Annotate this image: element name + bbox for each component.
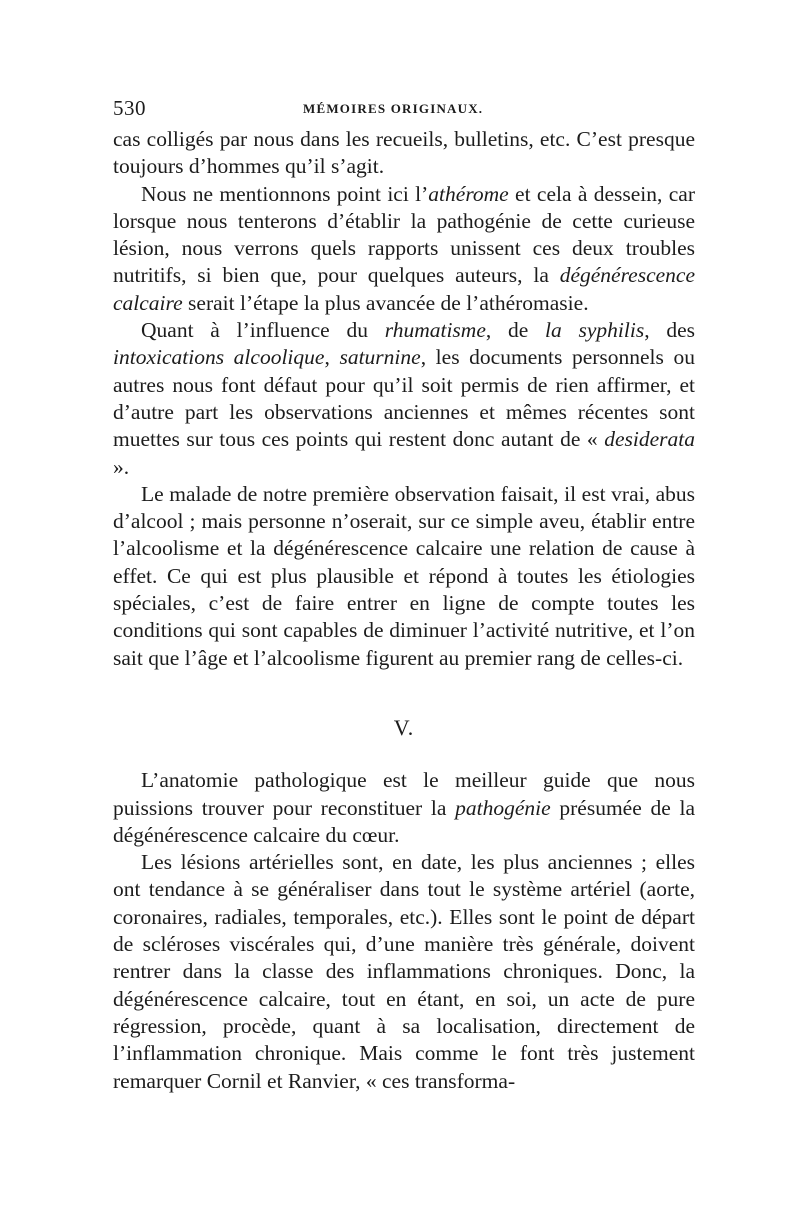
paragraph-4: Le malade de notre première observation faisait, il est vrai, abus d’alcool ; mais personne n’oserait, sur ce simple aveu, établir entre l’alcoolisme et la dégénérescence calcaire une relation de cause à effet. Ce qui est plus plausible et répond à toutes les étiologies spéciales, c’est de faire entrer en ligne de compte toutes les conditions qui sont capables de diminuer l’activité nutritive, et l’on sait que l’âge et l’alcoolisme figurent au premier rang de celles-ci. xyxy=(113,481,695,670)
paragraph-6: Les lésions artérielles sont, en date, les plus anciennes ; elles ont tendance à se généraliser dans tout le système artériel (aorte, coronaires, radiales, temporales, etc.). Elles sont le point de départ de scléroses viscérales qui, d’une manière très générale, doivent rentrer dans la classe des inflammations chroniques. Donc, la dégénérescence calcaire, tout en étant, en soi, un acte de pure régression, procède, quant à sa localisation, directement de l’inflammation chronique. Mais comme le font très justement remarquer Cornil et Ranvier, « ces transforma- xyxy=(113,850,695,1093)
italic-term: intoxications alcoolique xyxy=(113,345,325,370)
text-run: et cela à dessein, car lorsque nous tenterons d’établir la pathogénie de cette curieuse lésion, nous verrons quels rapports unissent ces deux troubles nutritifs, si bien que, pour quelques auteurs, la xyxy=(113,181,695,288)
text-run: Nous ne mentionnons point ici l’ xyxy=(141,181,429,206)
page-number: 530 xyxy=(113,96,146,120)
text-run: , les documents personnels ou autres nous font défaut pour qu’il soit permis de rien affirmer, et d’autre part les observations anciennes et mêmes récentes sont muettes sur tous ces points qui restent donc autant de « xyxy=(113,345,696,452)
section-heading: V. xyxy=(393,714,415,740)
italic-term: athérome xyxy=(428,181,509,206)
italic-term: desiderata xyxy=(604,427,695,452)
italic-term: dégénérescence calcaire xyxy=(113,263,695,315)
text-run: présumée de la dégénérescence calcaire du cœur. xyxy=(113,795,696,847)
text-run: Quant à l’influence du xyxy=(141,318,385,343)
text-run: serait l’étape la plus avancée de l’athéromasie. xyxy=(182,290,589,315)
page-header xyxy=(113,96,695,126)
italic-term: la syphilis xyxy=(545,318,645,343)
text-run: , xyxy=(324,345,340,370)
paragraph-3 xyxy=(113,317,695,481)
text-run: ». xyxy=(113,454,130,479)
paragraph-1: cas colligés par nous dans les recueils, bulletins, etc. C’est presque toujours d’hommes qu’il s’agit. xyxy=(113,127,695,179)
italic-term: rhumatisme xyxy=(384,318,486,343)
paragraph-5 xyxy=(113,767,695,849)
italic-term: pathogénie xyxy=(455,795,551,820)
text-run: , de xyxy=(485,318,546,343)
text-run: , des xyxy=(644,318,696,343)
body-text xyxy=(113,126,695,1095)
italic-term: saturnine xyxy=(339,345,421,370)
text-run: L’anatomie pathologique est le meilleur guide que nous puissions trouver pour reconstituer la xyxy=(113,768,695,820)
running-head: MÉMOIRES ORIGINAUX. xyxy=(303,101,484,116)
paragraph-2 xyxy=(113,181,695,317)
